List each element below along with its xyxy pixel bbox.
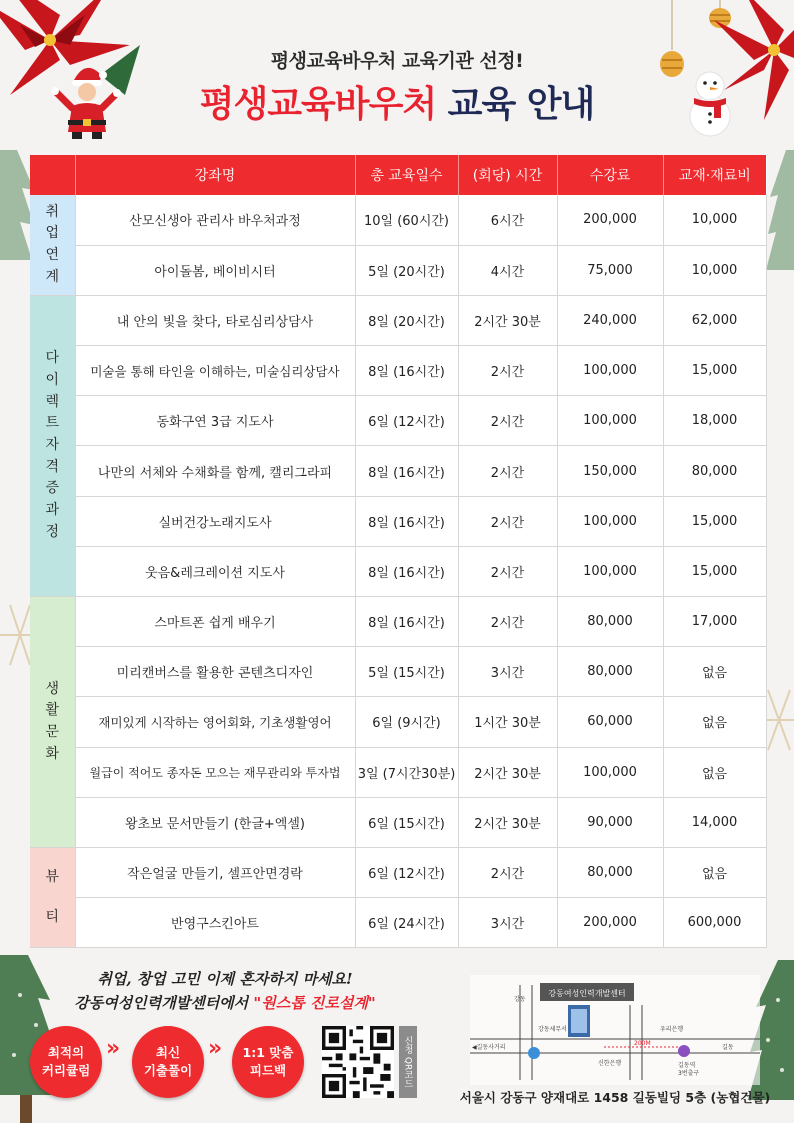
pine-tree-icon <box>766 150 794 270</box>
course-days: 8일 (20시간) <box>355 295 458 345</box>
course-fee: 90,000 <box>557 797 663 847</box>
chevron-right-icon: » <box>106 1036 121 1061</box>
feature-circle-latest-questions: 최신 기출풀이 <box>132 1026 204 1098</box>
course-fee: 80,000 <box>557 647 663 697</box>
course-name: 아이돌봄, 베이비시터 <box>75 245 355 295</box>
category-char: 정 <box>45 523 60 540</box>
category-char: 취 <box>45 203 60 220</box>
column-header-course: 강좌명 <box>75 155 355 195</box>
course-material: 14,000 <box>663 797 766 847</box>
course-name: 나만의 서체와 수채화를 함께, 캘리그라피 <box>75 446 355 496</box>
course-days: 5일 (20시간) <box>355 245 458 295</box>
course-days: 8일 (16시간) <box>355 496 458 546</box>
course-name: 동화구연 3급 지도사 <box>75 396 355 446</box>
tagline-highlight: "원스톱 진로설계" <box>253 994 376 1012</box>
course-hours: 2시간 30분 <box>458 295 557 345</box>
category-char: 활 <box>45 702 60 719</box>
course-name: 미술을 통해 타인을 이해하는, 미술심리상담사 <box>75 346 355 396</box>
location-map <box>470 975 760 1085</box>
table-row <box>30 797 766 847</box>
title-navy-part: 교육 안내 <box>447 84 595 125</box>
course-fee: 240,000 <box>557 295 663 345</box>
course-days: 3일 (7시간30분) <box>355 747 458 797</box>
course-fee: 200,000 <box>557 898 663 948</box>
course-name: 반영구스킨아트 <box>75 898 355 948</box>
category-direct-certificate <box>30 295 75 596</box>
column-header-days: 총 교육일수 <box>355 155 458 195</box>
table-row <box>30 847 766 897</box>
course-material: 600,000 <box>663 898 766 948</box>
pine-tree-icon <box>0 150 34 260</box>
feature-circle-feedback: 1:1 맞춤 피드백 <box>232 1026 304 1098</box>
course-table <box>30 155 767 948</box>
course-days: 6일 (12시간) <box>355 847 458 897</box>
column-header-hours: (회당) 시간 <box>458 155 557 195</box>
map-label-woori-bank: 우리은행 <box>660 1026 684 1033</box>
course-hours: 2시간 30분 <box>458 797 557 847</box>
course-material: 80,000 <box>663 446 766 496</box>
table-row <box>30 898 766 948</box>
chevron-right-icon: » <box>208 1036 223 1061</box>
course-hours: 2시간 30분 <box>458 747 557 797</box>
table-row <box>30 597 766 647</box>
course-hours: 1시간 30분 <box>458 697 557 747</box>
category-char: 연 <box>45 246 60 263</box>
building-icon <box>568 1005 590 1037</box>
course-name: 웃음&레크레이션 지도사 <box>75 546 355 596</box>
table-row <box>30 446 766 496</box>
category-char: 생 <box>45 680 60 697</box>
course-fee: 150,000 <box>557 446 663 496</box>
category-char: 계 <box>45 268 60 285</box>
table-row <box>30 647 766 697</box>
course-hours: 6시간 <box>458 195 557 245</box>
column-header-material: 교재·재료비 <box>663 155 766 195</box>
table-row <box>30 245 766 295</box>
map-label-station: 길동역 <box>678 1062 696 1069</box>
map-distance: 200M <box>634 1040 651 1047</box>
map-label-gangdong: 강동 <box>514 996 526 1003</box>
table-row <box>30 496 766 546</box>
category-char: 문 <box>45 723 60 740</box>
qr-code[interactable] <box>322 1026 394 1098</box>
course-material: 10,000 <box>663 195 766 245</box>
category-char: 업 <box>45 225 60 242</box>
course-name: 재미있게 시작하는 영어회화, 기초생활영어 <box>75 697 355 747</box>
course-hours: 2시간 <box>458 396 557 446</box>
course-fee: 100,000 <box>557 496 663 546</box>
course-name: 월급이 적어도 종자돈 모으는 재무관리와 투자법 <box>75 747 355 797</box>
course-fee: 200,000 <box>557 195 663 245</box>
course-days: 8일 (16시간) <box>355 597 458 647</box>
table-header-row <box>30 155 766 195</box>
map-label-shinhan-bank: 신한은행 <box>598 1060 622 1067</box>
course-name: 스마트폰 쉽게 배우기 <box>75 597 355 647</box>
category-char: 렉 <box>45 393 60 410</box>
map-label-exit: 3번출구 <box>678 1070 700 1077</box>
footer-tagline-line2 <box>40 992 410 1013</box>
table-row <box>30 697 766 747</box>
course-days: 6일 (9시간) <box>355 697 458 747</box>
category-char: 격 <box>45 458 60 475</box>
course-hours: 4시간 <box>458 245 557 295</box>
course-hours: 2시간 <box>458 346 557 396</box>
address-text: 서울시 강동구 양재대로 1458 길동빌딩 5층 (농협건물) <box>459 1090 771 1105</box>
category-employment <box>30 195 75 295</box>
course-fee: 100,000 <box>557 346 663 396</box>
category-beauty <box>30 847 75 947</box>
course-hours: 2시간 <box>458 496 557 546</box>
course-fee: 80,000 <box>557 597 663 647</box>
course-days: 6일 (24시간) <box>355 898 458 948</box>
course-fee: 60,000 <box>557 697 663 747</box>
category-char: 과 <box>45 502 60 519</box>
course-name: 미리캔버스를 활용한 콘텐츠디자인 <box>75 647 355 697</box>
course-name: 왕초보 문서만들기 (한글+엑셀) <box>75 797 355 847</box>
footer-tagline-line1: 취업, 창업 고민 이제 혼자하지 마세요! <box>97 970 353 988</box>
course-days: 6일 (12시간) <box>355 396 458 446</box>
course-material: 17,000 <box>663 597 766 647</box>
course-fee: 75,000 <box>557 245 663 295</box>
course-days: 6일 (15시간) <box>355 797 458 847</box>
map-label-gildong: 길동 <box>722 1044 734 1051</box>
map-label-gildong-crossroad: ◀길동사거리 <box>472 1044 506 1051</box>
course-days: 8일 (16시간) <box>355 346 458 396</box>
course-fee: 100,000 <box>557 546 663 596</box>
course-hours: 3시간 <box>458 898 557 948</box>
course-hours: 2시간 <box>458 546 557 596</box>
course-days: 10일 (60시간) <box>355 195 458 245</box>
course-material: 15,000 <box>663 546 766 596</box>
header-category-blank <box>30 155 75 195</box>
course-fee: 80,000 <box>557 847 663 897</box>
course-material: 없음 <box>663 647 766 697</box>
tagline-prefix: 강동여성인력개발센터에서 <box>74 994 249 1012</box>
category-char: 트 <box>45 415 60 432</box>
table-row <box>30 747 766 797</box>
course-fee: 100,000 <box>557 747 663 797</box>
table-row <box>30 546 766 596</box>
map-label-tax-office: 강동세무서 <box>538 1026 567 1033</box>
category-char: 티 <box>45 908 60 925</box>
course-hours: 2시간 <box>458 446 557 496</box>
course-days: 8일 (16시간) <box>355 546 458 596</box>
qr-label: 신청 QR코드 <box>399 1026 417 1098</box>
table-row <box>30 295 766 345</box>
course-hours: 3시간 <box>458 647 557 697</box>
course-material: 15,000 <box>663 496 766 546</box>
table-row <box>30 195 766 245</box>
category-char: 이 <box>45 372 60 389</box>
table-row <box>30 396 766 446</box>
column-header-fee: 수강료 <box>557 155 663 195</box>
category-char: 뷰 <box>45 868 60 885</box>
category-char: 자 <box>45 437 60 454</box>
title-red-part: 평생교육바우처 <box>199 84 437 125</box>
course-material: 없음 <box>663 697 766 747</box>
feature-circle-curriculum: 최적의 커리큘럼 <box>30 1026 102 1098</box>
course-material: 15,000 <box>663 346 766 396</box>
course-hours: 2시간 <box>458 847 557 897</box>
course-name: 실버건강노래지도사 <box>75 496 355 546</box>
course-material: 18,000 <box>663 396 766 446</box>
course-material: 62,000 <box>663 295 766 345</box>
course-fee: 100,000 <box>557 396 663 446</box>
course-material: 없음 <box>663 747 766 797</box>
map-center-label: 강동여성인력개발센터 <box>548 989 626 998</box>
page-subtitle: 평생교육바우처 교육기관 선정! <box>270 50 524 72</box>
category-char: 증 <box>45 480 60 497</box>
course-material: 10,000 <box>663 245 766 295</box>
course-material: 없음 <box>663 847 766 897</box>
course-days: 8일 (16시간) <box>355 446 458 496</box>
course-hours: 2시간 <box>458 597 557 647</box>
course-name: 산모신생아 관리사 바우처과정 <box>75 195 355 245</box>
category-life-culture <box>30 597 75 848</box>
course-name: 작은얼굴 만들기, 셀프안면경락 <box>75 847 355 897</box>
page-title <box>0 76 794 127</box>
course-name: 내 안의 빛을 찾다, 타로심리상담사 <box>75 295 355 345</box>
course-days: 5일 (15시간) <box>355 647 458 697</box>
table-row <box>30 346 766 396</box>
category-char: 화 <box>45 745 60 762</box>
category-char: 다 <box>45 350 60 367</box>
